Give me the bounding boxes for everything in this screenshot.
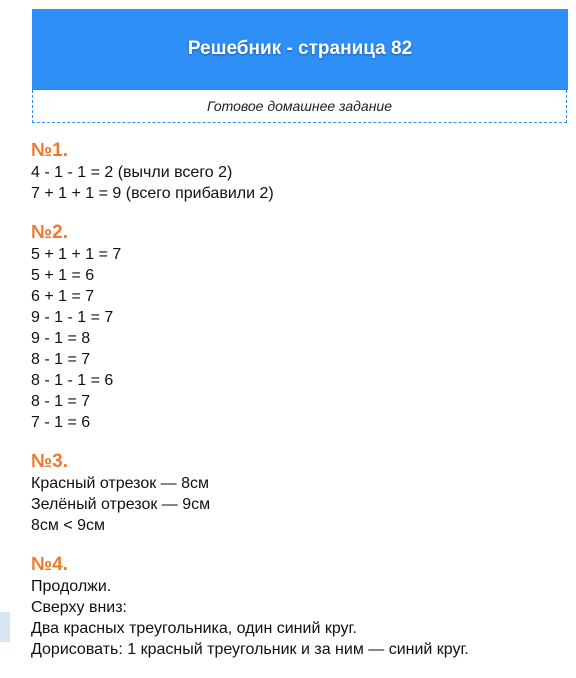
page-title: Решебник - страница 82 bbox=[187, 38, 413, 59]
solution-line: Сверху вниз: bbox=[31, 599, 127, 616]
solution-line: 7 + 1 + 1 = 9 (всего прибавили 2) bbox=[31, 185, 274, 202]
solution-line: Дорисовать: 1 красный треугольник и за ним — синий круг. bbox=[31, 641, 469, 658]
solution-line: 4 - 1 - 1 = 2 (вычли всего 2) bbox=[31, 164, 233, 181]
page-subtitle: Готовое домашнее задание bbox=[206, 98, 392, 114]
side-tab[interactable] bbox=[0, 612, 10, 642]
solution-line: Продолжи. bbox=[31, 578, 112, 595]
solution-line: 8 - 1 = 7 bbox=[31, 351, 91, 368]
solution-line: 8 - 1 - 1 = 6 bbox=[31, 372, 114, 389]
solution-line: 8см < 9см bbox=[31, 517, 106, 534]
task-2 bbox=[31, 222, 561, 433]
page-header bbox=[32, 9, 568, 90]
task-3 bbox=[31, 451, 561, 536]
task-4 bbox=[31, 554, 561, 660]
solution-line: 8 - 1 = 7 bbox=[31, 393, 91, 410]
solutions-content bbox=[31, 140, 561, 678]
solution-line: 6 + 1 = 7 bbox=[31, 288, 95, 305]
page-subtitle-box bbox=[32, 90, 567, 123]
task-title: №2. bbox=[31, 222, 69, 243]
solution-line: 5 + 1 + 1 = 7 bbox=[31, 246, 122, 263]
solution-line: Зелёный отрезок — 9см bbox=[31, 496, 211, 513]
solution-line: 9 - 1 = 8 bbox=[31, 330, 91, 347]
solution-line: Красный отрезок — 8см bbox=[31, 475, 209, 492]
task-1 bbox=[31, 140, 561, 204]
solution-line: 7 - 1 = 6 bbox=[31, 414, 91, 431]
task-title: №4. bbox=[31, 554, 69, 575]
task-title: №3. bbox=[31, 451, 69, 472]
task-title: №1. bbox=[31, 140, 69, 161]
solution-line: Два красных треугольника, один синий круг. bbox=[31, 620, 357, 637]
solution-line: 9 - 1 - 1 = 7 bbox=[31, 309, 114, 326]
solution-line: 5 + 1 = 6 bbox=[31, 267, 95, 284]
